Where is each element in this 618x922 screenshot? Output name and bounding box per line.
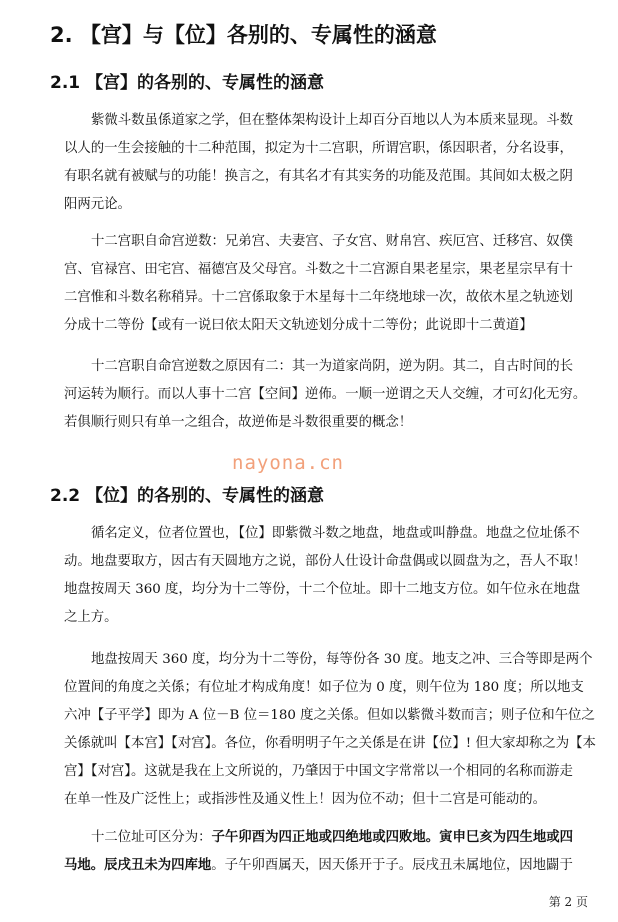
text-line: 动。地盘要取方，因古有天圆地方之说，部份人仕设计命盘偶或以圆盘为之，吾人不取！ <box>64 554 587 569</box>
section-2-paragraph-2 <box>64 646 599 814</box>
text-line: 河运转为顺行。而以人事十二宫【空间】逆佈。一顺一逆谓之天人交缠，才可幻化无穷。 <box>64 387 587 402</box>
text-line: 地盘按周天 360 度，均分为十二等份，十二个位址。即十二地支方位。如午位永在地盘 <box>64 582 581 597</box>
text-line: 十二宫职自命宫逆数之原因有二：其一为道家尚阴，逆为阴。其二，自古时间的长 <box>91 359 574 374</box>
section-1-paragraph-3 <box>64 353 599 437</box>
text-run: 十二位址可区分为： <box>91 830 212 845</box>
section-2-paragraph-1 <box>64 520 599 632</box>
text-line: 以人的一生会接触的十二种范围，拟定为十二宫职，所谓宫职，係因职者，分名设事， <box>64 141 573 156</box>
text-line: 关係就叫【本宫】【对宫】。各位，你看明明子午之关係是在讲【位】! 但大家却称之为【本 <box>64 736 596 751</box>
text-line: 地盘按周天 360 度，均分为十二等份，每等份各 30 度。地支之冲、三合等即是两个 <box>91 652 593 667</box>
section-1-paragraph-1 <box>64 107 599 219</box>
text-line: 十二宫职自命宫逆数：兄弟宫、夫妻宫、子女宫、财帛宫、疾厄宫、迁移宫、奴僕 <box>91 234 574 249</box>
text-line: 阳两元论。 <box>64 197 131 212</box>
text-line: 二宫惟和斗数名称稍异。十二宫係取象于木星每十二年绕地球一次，故依木星之轨迹划 <box>64 290 573 305</box>
page-number: 第 2 页 <box>548 895 588 909</box>
text-line <box>64 823 599 851</box>
chapter-heading: 2. 【宫】与【位】各别的、专属性的涵意 <box>50 23 437 47</box>
text-line: 有职名就有被赋与的功能！换言之，有其名才有其实务的功能及范围。其间如太极之阴 <box>64 169 573 184</box>
text-line: 位置间的角度之关係；有位址才构成角度！如子位为 0 度，则午位为 180 度；所以地支 <box>64 680 584 695</box>
text-line: 循名定义，位者位置也，【位】即紫微斗数之地盘，地盘或叫静盘。地盘之位址係不 <box>91 526 580 541</box>
bold-text-run: 子午卯酉为四正地或四绝地或四败地。寅申巳亥为四生地或四 <box>211 829 574 845</box>
section-1-title: 2.1 【宫】的各别的、专属性的涵意 <box>50 73 325 93</box>
text-line: 宫】【对宫】。这就是我在上文所说的，乃肇因于中国文字常常以一个相同的名称而游走 <box>64 764 573 779</box>
section-1-paragraph-2 <box>64 228 599 340</box>
section-2-title: 2.2 【位】的各别的、专属性的涵意 <box>50 486 325 506</box>
text-line: 宫、官禄宫、田宅宫、福德宫及父母宫。斗数之十二宫源自果老星宗，果老星宗早有十 <box>64 262 573 277</box>
text-line: 分成十二等份【或有一说曰依太阳天文轨迹划分成十二等份；此说即十二黄道】 <box>64 318 533 333</box>
watermark: nayona.cn <box>232 452 344 474</box>
bold-text-run: 马地。辰戌丑未为四库地 <box>64 857 212 873</box>
section-2-paragraph-3 <box>64 823 599 879</box>
text-line <box>64 851 599 879</box>
text-line: 紫微斗数虽係道家之学，但在整体架构设计上却百分百地以人为本质来显现。斗数 <box>91 113 574 128</box>
text-line: 之上方。 <box>64 610 118 625</box>
text-line: 在单一性及广泛性上；或指涉性及通义性上！因为位不动；但十二宫是可能动的。 <box>64 792 547 807</box>
text-line: 若俱顺行则只有单一之组合，故逆佈是斗数很重要的概念！ <box>64 415 413 430</box>
text-run: 。子午卯酉属天，因天係开于子。辰戌丑未属地位，因地闢于 <box>211 858 573 873</box>
text-line: 六冲【子平学】即为 A 位－B 位＝180 度之关係。但如以紫微斗数而言；则子位和午位之 <box>64 708 595 723</box>
